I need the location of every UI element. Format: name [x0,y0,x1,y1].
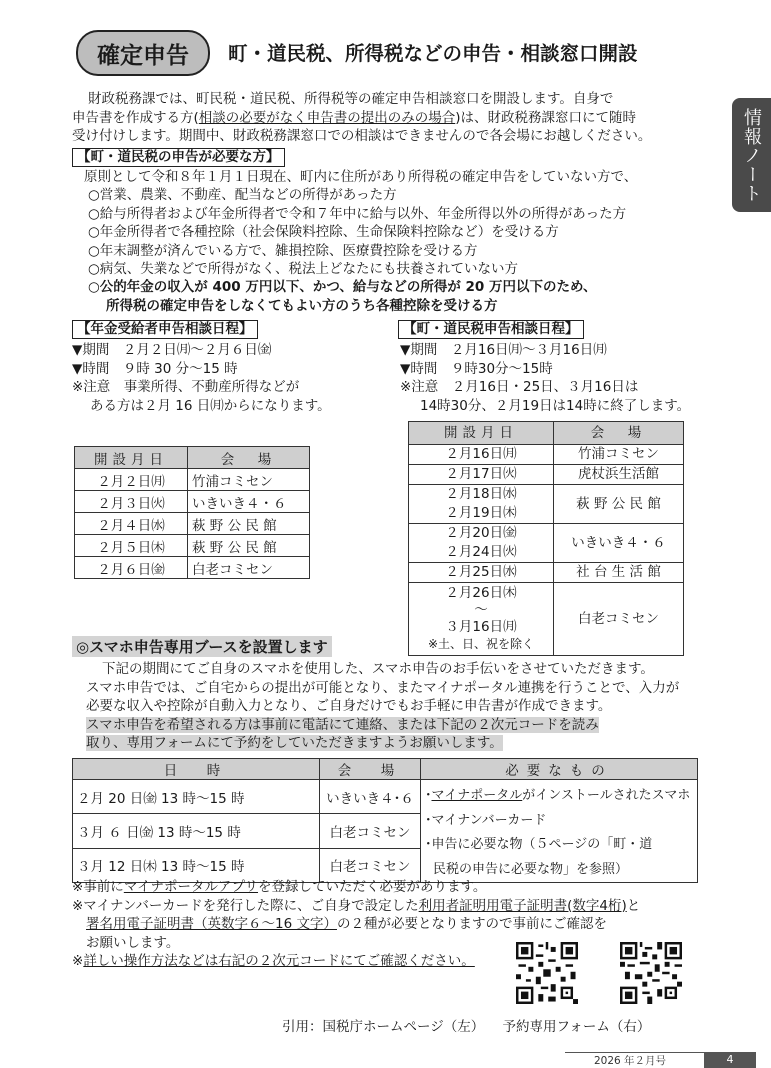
qr-labels [282,1015,650,1035]
note-3-post: の２種が必要となりますので事前にご確認を [336,916,607,932]
table-row [409,445,684,465]
need-item-5: ○病気、失業などで所得がなく、税法上どなたにも扶養されていない方 [88,261,519,278]
table-row [73,780,698,814]
page-title: 町・道民税、所得税などの申告・相談窓口開設 [228,42,638,65]
town-venue: 虎杖浜生活館 [554,465,684,485]
town-venue: 社 台 生 活 館 [554,563,684,583]
table-row [409,583,684,656]
page-number: 4 [704,1052,756,1068]
town-col-date: 開設月日 [409,422,554,445]
need-item-2: ○給与所得者および年金所得者で令和７年中に給与以外、年金所得以外の所得があった方 [88,205,627,222]
pension-period: ▼期間 ２月２日㈪～２月６日㈮ [72,342,272,358]
town-period: ▼期間 ２月16日㈪～３月16日㈪ [400,342,607,358]
table-row [75,535,310,557]
pension-info [72,341,331,415]
town-date-b: ２月19日㈭ [445,505,517,521]
smartphone-p4: スマホ申告を希望される方は事前に電話にて連絡、または下記の２次元コードを読み [86,716,599,733]
pension-col-date: 開設月日 [75,447,188,469]
smartphone-col-venue: 会 場 [320,759,421,780]
table-row [75,469,310,491]
intro-line2b: )は、財政税務課窓口にて随時 [455,109,637,126]
town-table-header [409,422,684,445]
smartphone-date: ３月 12 日㈭ 13 時～15 時 [73,848,320,882]
pension-venue: 萩 野 公 民 館 [188,513,310,535]
town-date: ２月16日㈪ [409,445,554,465]
note-1-pre: ※事前に [72,879,124,895]
town-date-a: ２月26日㈭ [445,585,517,601]
intro-line2a: 申告書を作成する方( [72,109,199,126]
pension-date: ２月４日㈬ [75,513,188,535]
smartphone-col-datetime: 日 時 [73,759,320,780]
smartphone-item-1 [425,784,693,809]
pension-note2: ある方は２月 16 日㈪からになります。 [90,397,331,414]
town-venue: 竹浦コミセン [554,445,684,465]
need-item-1: ○営業、農業、不動産、配当などの所得があった方 [88,187,397,204]
note-2-pre: ※マイナンバーカードを発行した際に、ご自身で設定した [72,897,419,914]
town-venue: いきいき４・６ [554,524,684,563]
town-date: ２月17日㈫ [409,465,554,485]
need-item-6-line1: ○公的年金の収入が 400 万円以下、かつ、給与などの所得が 20 万円以下のため、 [88,279,597,296]
qr-right-label: 予約専用フォーム（右） [502,1019,651,1035]
note-2-underline: 利用者証明用電子証明書(数字4桁) [418,897,627,914]
town-col-venue: 会 場 [554,422,684,445]
pension-date: ２月６日㈮ [75,557,188,579]
need-item-4: ○年末調整が済んでいる方で、雑損控除、医療費控除を受ける方 [88,242,478,259]
smartphone-p5: 取り、専用フォームにて予約をしていただきますようお願いします。 [86,735,503,751]
note-5 [72,952,712,971]
side-tab-info-note: 情報ノート [732,98,771,212]
need-list [84,168,728,315]
table-row [409,485,684,524]
smartphone-item-1-post: がインストールされたスマホ [522,788,691,803]
smartphone-date: ２月 20 日㈮ 13 時～15 時 [73,780,320,814]
need-lead: 原則として令和８年１月１日現在、町内に住所があり所得税の確定申告をしていない方で、 [84,169,638,185]
pension-venue: 萩 野 公 民 館 [188,535,310,557]
qr-code-nta-icon[interactable] [516,942,578,1004]
smartphone-item-1-underline: マイナポータル [431,788,523,803]
table-row [75,491,310,513]
smartphone-venue: 白老コミセン [320,848,421,882]
smartphone-p3: 必要な収入や控除が自動入力となり、ご自身だけでもお手軽に申告書が作成できます。 [86,698,612,714]
pension-date: ２月５日㈭ [75,535,188,557]
intro-paragraph [72,90,727,146]
smartphone-p2: スマホ申告では、ご自宅からの提出が可能となり、またマイナポータル連携を行うことで、入力が [86,679,680,696]
badge-kakutei-shinkoku: 確定申告 [76,30,210,76]
pension-note1: ※注意 事業所得、不動産所得などが [72,379,300,395]
intro-line1: 財政税務課では、町民税・道民税、所得税等の確定申告相談窓口を開設します。自身で [88,91,614,107]
town-date [409,583,554,656]
pension-table [74,446,310,579]
note-3-underline: 署名用電子証明書（英数字６～16 文字） [86,916,337,932]
smartphone-date: ３月 ６ 日㈮ 13 時～15 時 [73,814,320,848]
town-note2: 14時30分、２月19日は14時に終了します。 [420,397,691,414]
smartphone-item-1-pre: ･ [425,788,432,803]
intro-line2 [72,109,727,128]
smartphone-item-4: 民税の申告に必要な物」を参照） [433,861,629,877]
table-row [409,563,684,583]
town-date [409,524,554,563]
town-date-a: ２月18日㈬ [445,486,517,502]
smartphone-venue: いきいき４･６ [320,780,421,814]
smartphone-table [72,758,698,883]
town-date [409,485,554,524]
town-venue: 萩 野 公 民 館 [554,485,684,524]
town-note1: ※注意 ２月16日・25日、３月16日は [400,379,639,395]
pension-venue: 白老コミセン [188,557,310,579]
note-4: お願いします。 [86,934,180,951]
smartphone-item-3: ･申告に必要な物（５ページの「町・道 [425,837,653,852]
town-date-b: ３月16日㈪ [445,619,517,635]
smartphone-items [421,780,698,883]
town-heading: 【町・道民税申告相談日程】 [398,320,584,339]
town-time: ▼時間 ９時30分～15時 [400,360,553,377]
need-heading: 【町・道民税の申告が必要な方】 [72,148,285,167]
intro-line2-underline: 相談の必要がなく申告書の提出のみの場合 [198,109,456,126]
town-table [408,421,684,656]
pension-heading-wrap [72,320,258,339]
pension-date: ２月３日㈫ [75,491,188,513]
intro-line3: 受け付けします。期間中、財政税務課窓口での相談はできませんので各会場にお越しください。 [72,128,652,144]
note-5-underline: 詳しい操作方法などは右記の２次元コードにてご確認ください。 [83,953,475,969]
need-item-3: ○年金所得者で各種控除（社会保険料控除、生命保険料控除など）を受ける方 [88,224,559,241]
smartphone-col-items: 必要なもの [421,759,698,780]
pension-venue: 竹浦コミセン [188,469,310,491]
smartphone-paragraph [72,660,732,753]
qr-left-label: 引用：国税庁ホームページ（左） [282,1019,485,1035]
table-row [409,524,684,563]
note-1-post: を登録していただく必要があります。 [258,879,487,895]
smartphone-item-2: ･マイナンバーカード [425,812,547,828]
smartphone-venue: 白老コミセン [320,814,421,848]
town-date-note: ※土、日、祝を除く [427,637,535,651]
need-section [72,148,285,167]
table-row [409,465,684,485]
footer-issue: 2026 年２月号 [594,1055,667,1067]
smartphone-table-header [73,759,698,780]
note-5-pre: ※ [72,953,84,969]
town-date-a: ２月20日㈮ [445,525,517,541]
pension-col-venue: 会 場 [188,447,310,469]
need-item-6-line2: 所得税の確定申告をしなくてもよい方のうち各種控除を受ける方 [106,297,498,314]
pension-time: ▼時間 ９時 30 分～15 時 [72,360,238,377]
town-heading-wrap [398,320,584,339]
note-2-post: と [626,897,641,914]
town-date-b: ２月24日㈫ [445,544,517,560]
table-row [75,513,310,535]
pension-table-header [75,447,310,469]
note-3 [72,915,712,934]
pension-date: ２月２日㈪ [75,469,188,491]
note-2 [72,897,712,916]
notes [72,878,712,971]
table-row [75,557,310,579]
town-venue: 白老コミセン [554,583,684,656]
note-1 [72,878,712,897]
pension-venue: いきいき４・６ [188,491,310,513]
smartphone-heading: ◎スマホ申告専用ブースを設置します [72,636,332,657]
pension-heading: 【年金受給者申告相談日程】 [72,320,258,339]
smartphone-p1: 下記の期間にてご自身のスマホを使用した、スマホ申告のお手伝いをさせていただきます。 [102,661,654,677]
qr-code-reservation-icon[interactable] [620,942,682,1004]
town-date-tilde: ～ [474,602,488,618]
town-info [400,341,690,415]
town-date: ２月25日㈬ [409,563,554,583]
note-1-underline: マイナポータルアプリ [123,879,259,895]
